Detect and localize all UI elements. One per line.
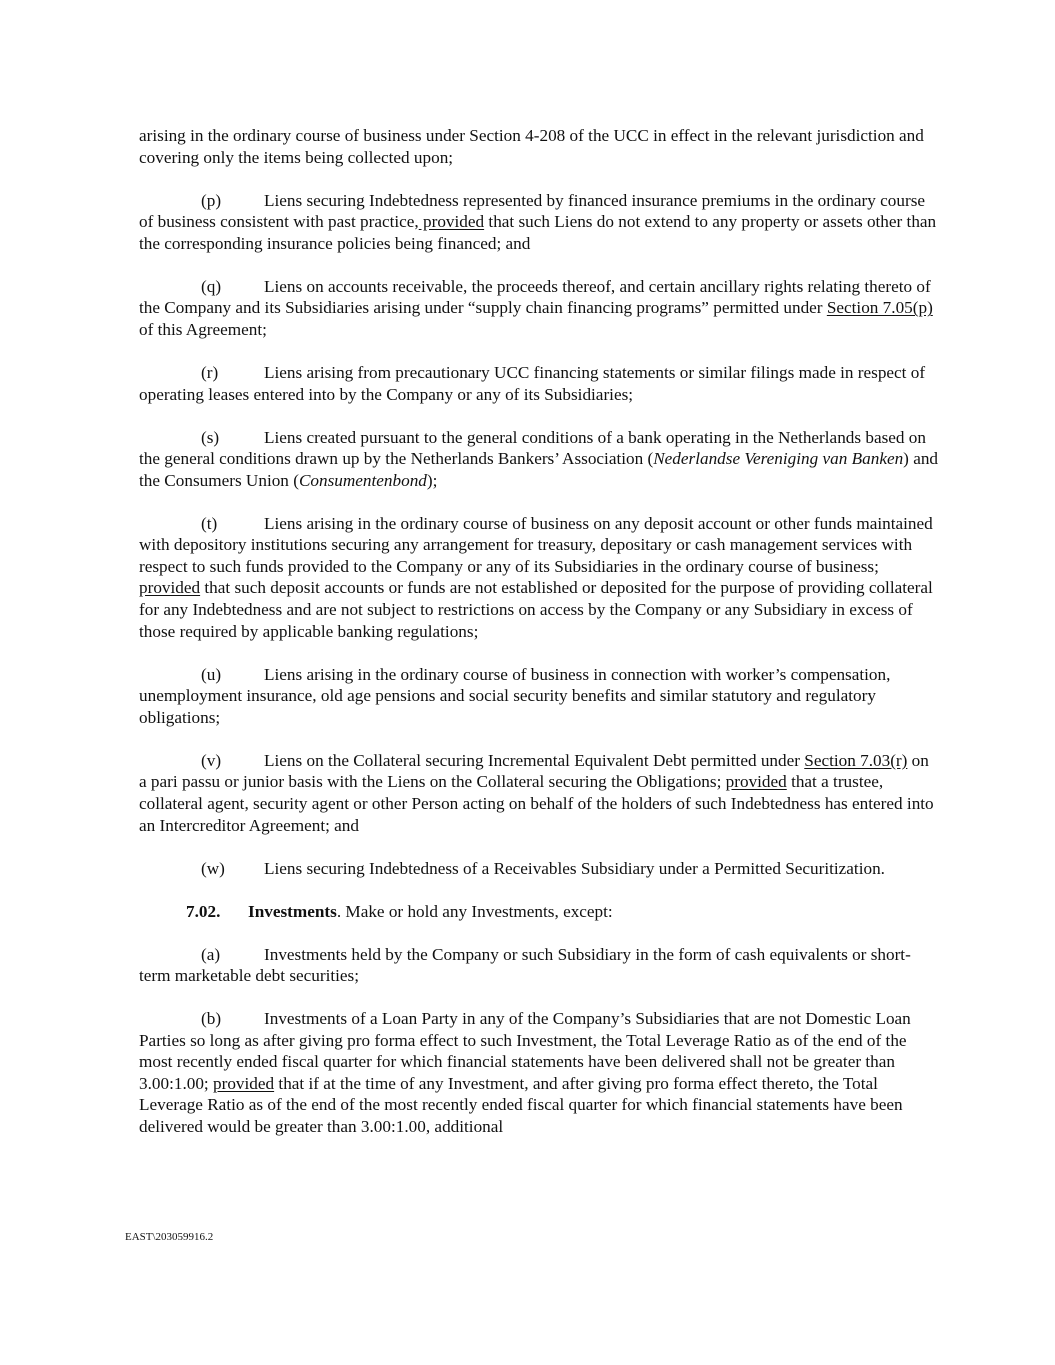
clause-r: (r) Liens arising from precautionary UCC financing statements or similar filings made in respect of operating leases entered into by the Company or any of its Subsidiaries; bbox=[139, 362, 926, 404]
provided-term: provided bbox=[213, 1073, 275, 1093]
clause-label: (u) bbox=[201, 664, 222, 684]
clause-p: (p) Liens securing Indebtedness represented by financed insurance premiums in the ordinary course of business consistent with past practice, provided that such Liens do not extend to any property or assets other than the corresponding insurance policies being financed; and bbox=[139, 190, 937, 253]
clause-w: (w) Liens securing Indebtedness of a Receivables Subsidiary under a Permitted Securitization. bbox=[201, 858, 885, 878]
section-reference: Section 7.05(p) bbox=[826, 298, 933, 318]
clause-label: (p) bbox=[201, 190, 222, 210]
investment-a: (a) Investments held by the Company or such Subsidiary in the form of cash equivalents or short-term marketable debt securities; bbox=[139, 944, 911, 986]
clause-label: (v) bbox=[201, 750, 222, 770]
section-reference: Section 7.03(r) bbox=[804, 750, 908, 770]
investment-b: (b) Investments of a Loan Party in any of the Company’s Subsidiaries that are not Domestic Loan Parties so long as after giving pro forma effect to such Investment, the Total Leverage Ratio as of the end of the most recently ended fiscal quarter for which financial statements have been delivered shall not be greater than 3.00:1.00; provided that if at the time of any Investment, and after giving pro forma effect thereto, the Total Leverage Ratio as of the end of the most recently ended fiscal quarter for which financial statements have been delivered would be greater than 3.00:1.00, additional bbox=[139, 1009, 911, 1137]
continuation-paragraph: arising in the ordinary course of business under Section 4-208 of the UCC in effect in the relevant jurisdiction and covering only the items being collected upon; bbox=[139, 126, 924, 167]
clause-v: (v) Liens on the Collateral securing Incremental Equivalent Debt permitted under Section 7.03(r) on a pari passu or junior basis with the Liens on the Collateral securing the Obligations; provided that a trustee, collateral agent, security agent or other Person acting on behalf of the holders of such Indebtedness has entered into an Intercreditor Agreement; and bbox=[139, 750, 934, 835]
clause-label: (t) bbox=[201, 513, 218, 533]
italic-term: Consumentenbond bbox=[298, 470, 427, 490]
clause-label: (a) bbox=[201, 944, 221, 964]
clause-label: (s) bbox=[201, 427, 220, 447]
section-title: Investments bbox=[248, 901, 337, 921]
provided-term: provided bbox=[418, 212, 485, 232]
clause-t: (t) Liens arising in the ordinary course of business on any deposit account or other funds maintained with depository institutions securing any arrangement for treasury, depositary or cash management services with respect to such funds provided to the Company or any of its Subsidiaries in the ordinary course of business; provided that such deposit accounts or funds are not established or deposited for the purpose of providing collateral for any Indebtedness and are not subject to restrictions on access by the Company or any Subsidiary in excess of those required by applicable banking regulations; bbox=[139, 513, 933, 641]
clause-label: (w) bbox=[201, 858, 225, 878]
clause-label: (q) bbox=[201, 276, 222, 296]
clause-q: (q) Liens on accounts receivable, the proceeds thereof, and certain ancillary rights relating thereto of the Company and its Subsidiaries arising under “supply chain financing programs” permitted under Section 7.05(p) of this Agreement; bbox=[139, 276, 933, 339]
clause-label: (b) bbox=[201, 1009, 222, 1029]
section-number: 7.02. bbox=[186, 901, 221, 921]
clause-label: (r) bbox=[201, 362, 219, 382]
clause-s: (s) Liens created pursuant to the general conditions of a bank operating in the Netherlands based on the general conditions drawn up by the Netherlands Bankers’ Association (Nederlandse Vereniging van Banken) and the Consumers Union (Consumentenbond); bbox=[139, 427, 939, 490]
document-page bbox=[139, 125, 939, 1159]
clause-u: (u) Liens arising in the ordinary course of business in connection with worker’s compensation, unemployment insurance, old age pensions and social security benefits and similar statutory and regulatory obligations; bbox=[139, 664, 891, 727]
section-heading: 7.02. Investments. Make or hold any Investments, except: bbox=[186, 901, 613, 921]
italic-term: Nederlandse Vereniging van Banken bbox=[653, 449, 904, 469]
provided-term: provided bbox=[725, 772, 787, 792]
provided-term: provided bbox=[139, 578, 201, 598]
document-id-footer: EAST\203059916.2 bbox=[125, 1231, 214, 1243]
